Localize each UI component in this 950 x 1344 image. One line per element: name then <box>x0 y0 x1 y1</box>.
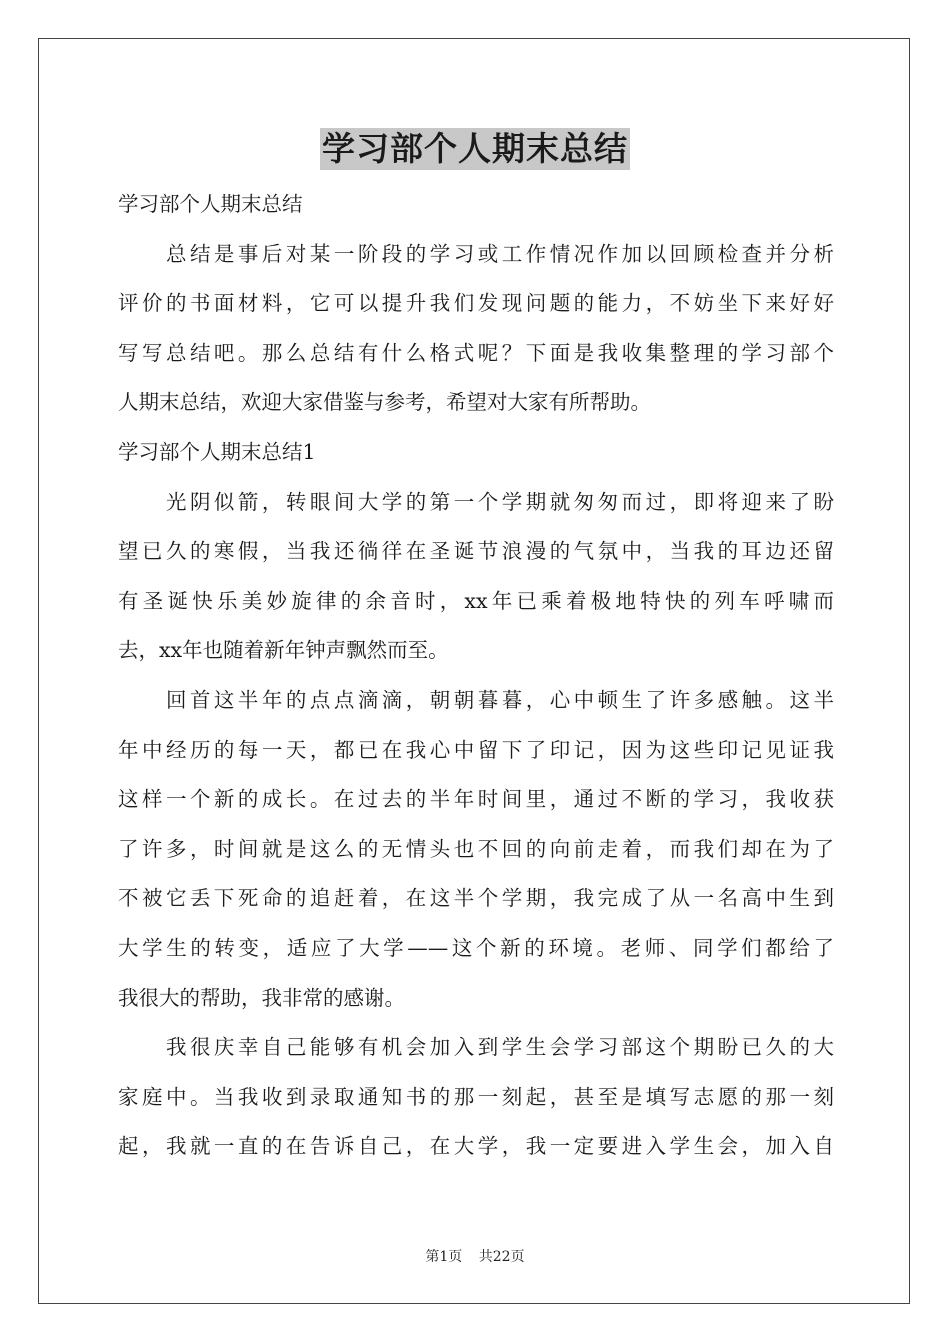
text-line: 家庭中。当我收到录取通知书的那一刻起，甚至是填写志愿的那一刻 <box>118 1084 834 1109</box>
page-number: 第1页 <box>425 1249 463 1265</box>
text-line: 望已久的寒假，当我还徜徉在圣诞节浪漫的气氛中，当我的耳边还留 <box>118 539 834 564</box>
text-line: 去，xx年也随着新年钟声飘然而至。 <box>118 638 449 663</box>
text-line: 这样一个新的成长。在过去的半年时间里，通过不断的学习，我收获 <box>118 787 834 812</box>
text-line: 我很大的帮助，我非常的感谢。 <box>118 985 405 1010</box>
title-container <box>0 128 950 170</box>
page-footer <box>0 1246 950 1266</box>
text-line: 了许多，时间就是这么的无情头也不回的向前走着，而我们却在为了 <box>118 836 834 861</box>
paragraph-2 <box>118 676 834 1023</box>
text-line: 大学生的转变，适应了大学——这个新的环境。老师、同学们都给了 <box>118 935 834 960</box>
page-total: 共22页 <box>478 1249 525 1265</box>
text-line: 评价的书面材料，它可以提升我们发现问题的能力，不妨坐下来好好 <box>118 291 834 316</box>
text-line: 光阴似箭，转眼间大学的第一个学期就匆匆而过，即将迎来了盼 <box>118 489 834 514</box>
text-line: 有圣诞快乐美妙旋律的余音时，xx年已乘着极地特快的列车呼啸而 <box>118 588 834 613</box>
text-line: 总结是事后对某一阶段的学习或工作情况作加以回顾检查并分析 <box>118 241 834 266</box>
text-line: 我很庆幸自己能够有机会加入到学生会学习部这个期盼已久的大 <box>118 1035 834 1060</box>
text-line: 回首这半年的点点滴滴，朝朝暮暮，心中顿生了许多感触。这半 <box>118 687 834 712</box>
document-title: 学习部个人期末总结 <box>322 129 628 168</box>
text-line: 不被它丢下死命的追赶着，在这半个学期，我完成了从一名高中生到 <box>118 886 834 911</box>
text-line: 起，我就一直的在告诉自己，在大学，我一定要进入学生会，加入自 <box>118 1134 834 1159</box>
text-line: 人期末总结，欢迎大家借鉴与参考，希望对大家有所帮助。 <box>118 390 651 415</box>
document-subtitle: 学习部个人期末总结 <box>118 192 303 216</box>
text-line: 年中经历的每一天，都已在我心中留下了印记，因为这些印记见证我 <box>118 737 834 762</box>
paragraph-3 <box>118 1023 834 1172</box>
intro-paragraph <box>118 230 834 428</box>
section-heading: 学习部个人期末总结1 <box>118 439 316 464</box>
paragraph-1 <box>118 478 834 676</box>
document-body <box>118 180 834 1172</box>
text-line: 写写总结吧。那么总结有什么格式呢？下面是我收集整理的学习部个 <box>118 340 834 365</box>
